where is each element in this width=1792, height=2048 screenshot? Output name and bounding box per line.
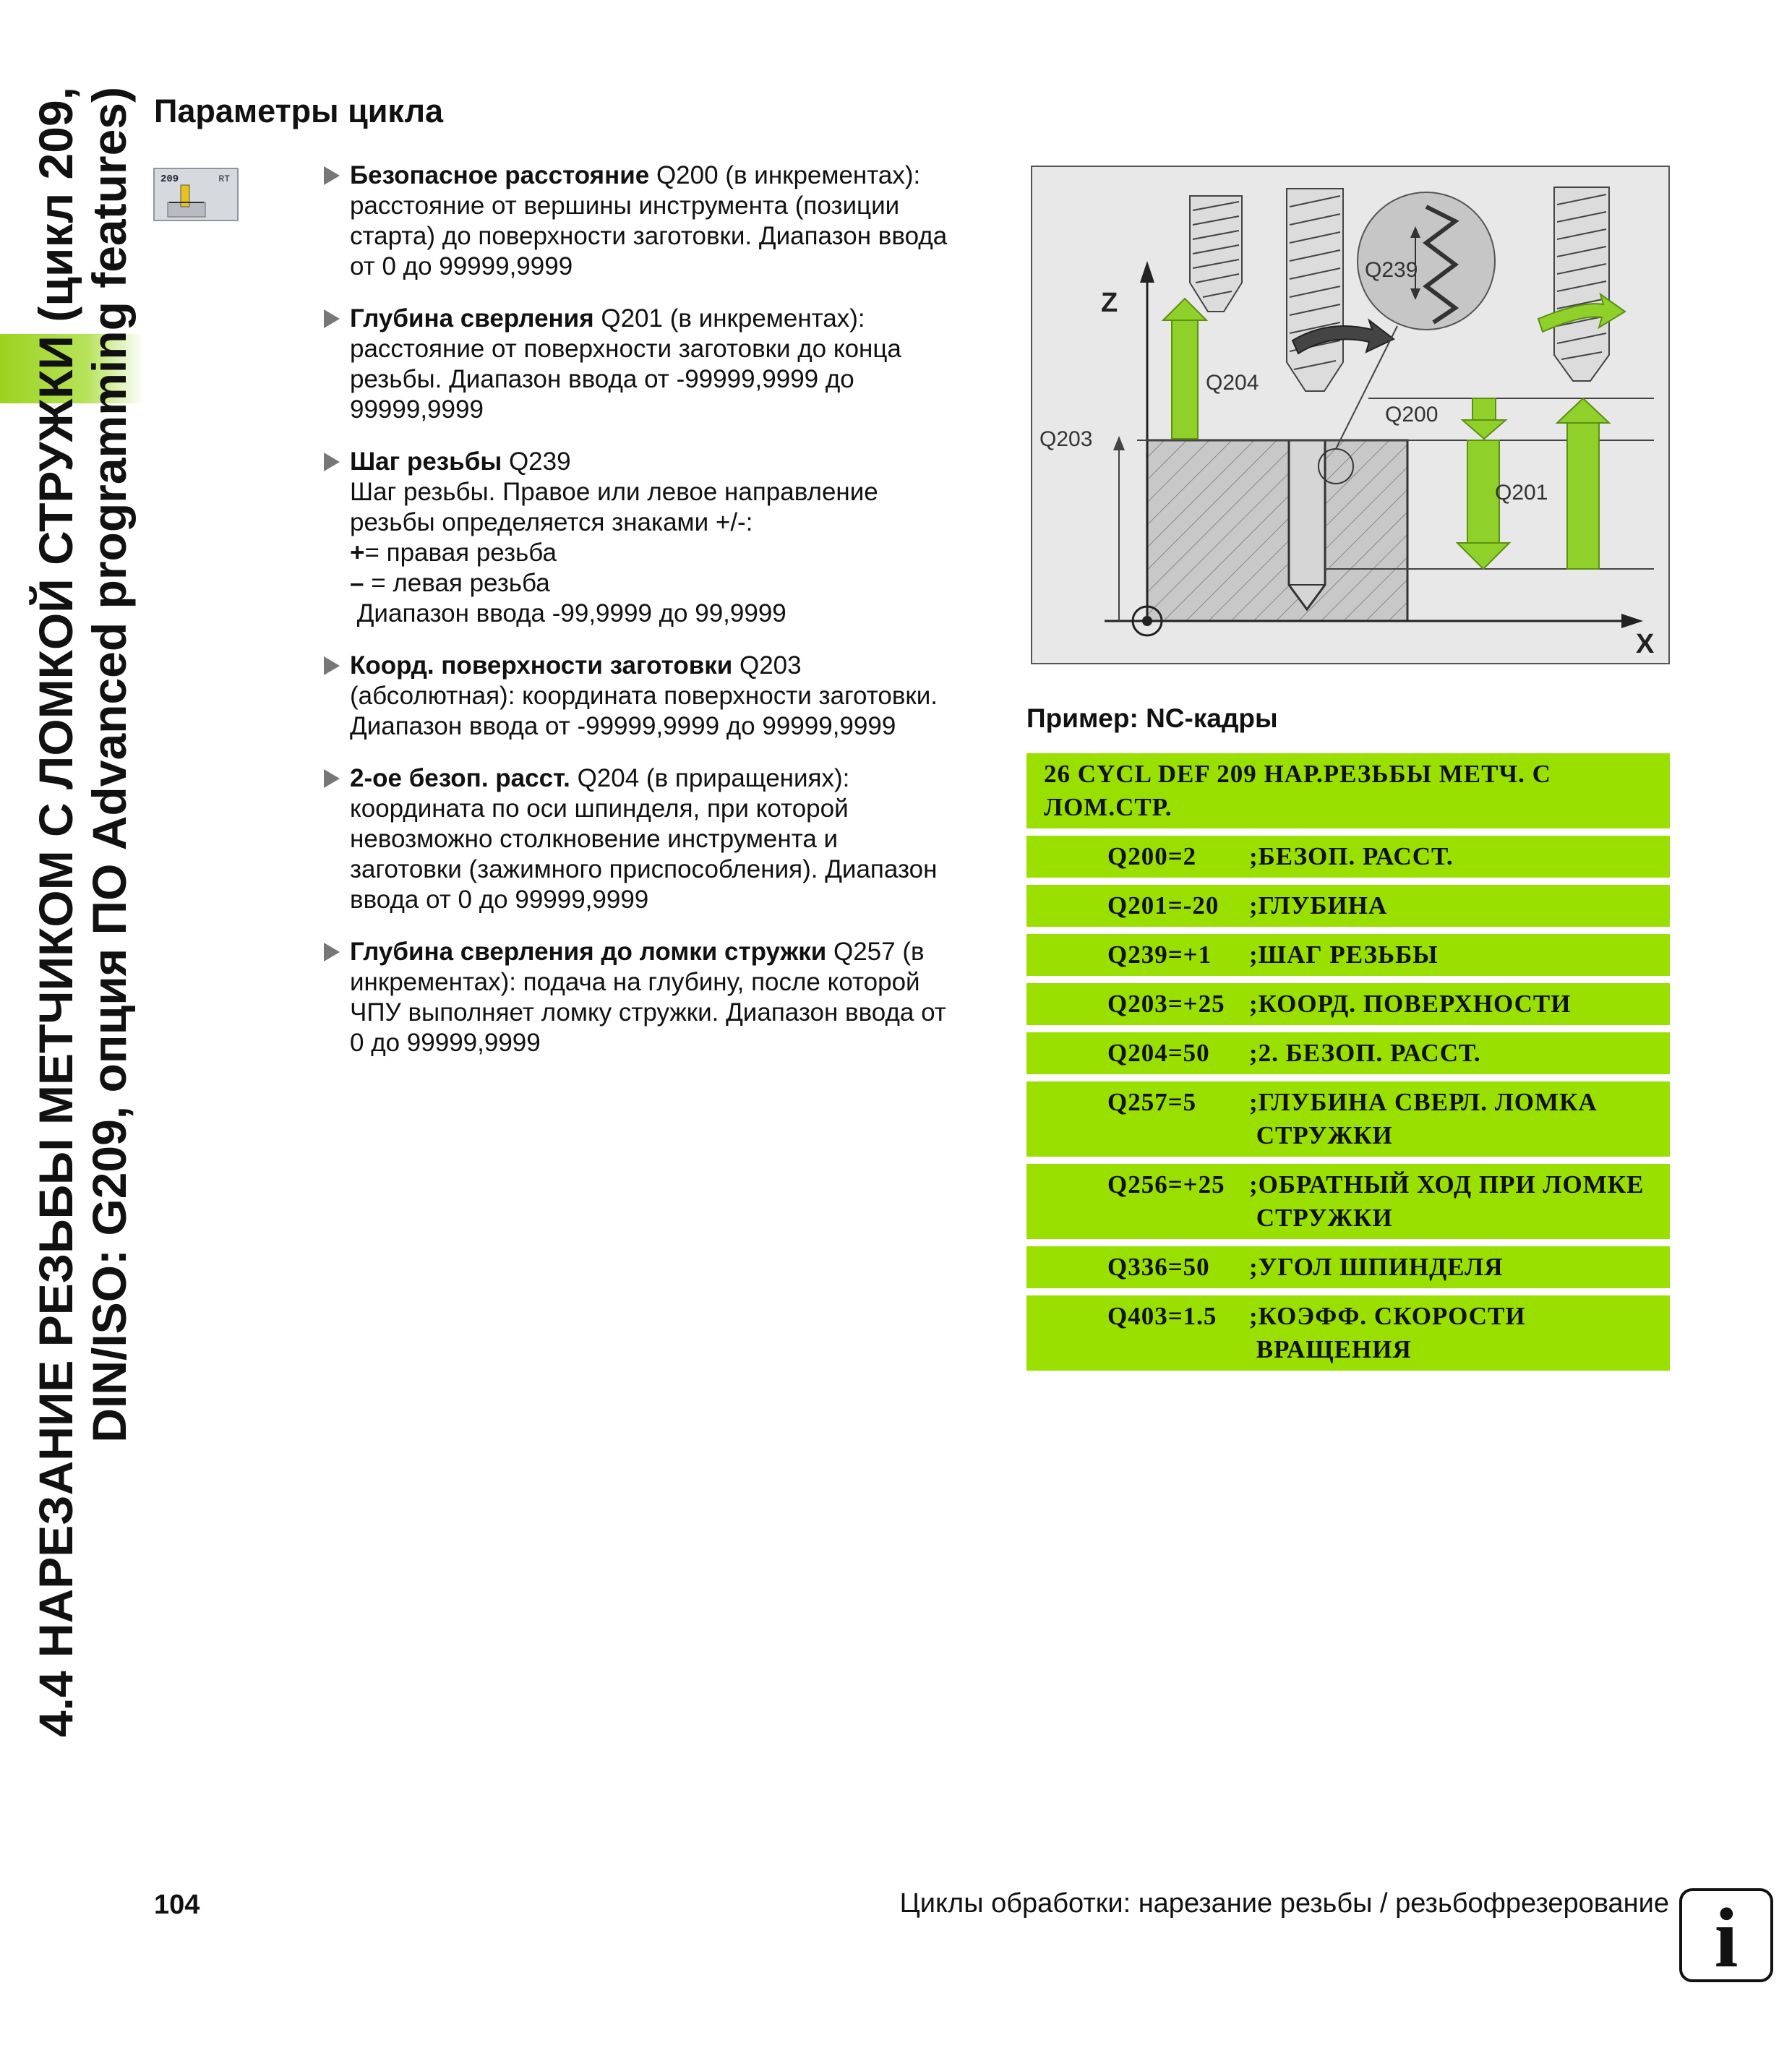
- bullet-triangle-icon: [324, 656, 340, 675]
- nc-comment: ;ОБРАТНЫЙ ХОД ПРИ ЛОМКЕ: [1249, 1170, 1645, 1199]
- param-text: Шаг резьбы. Правое или левое направление: [350, 478, 878, 506]
- tap-left: [1190, 196, 1242, 312]
- x-axis-label: X: [1636, 629, 1655, 659]
- chapter-tab-highlight: [0, 334, 145, 403]
- nc-code: Q200=2: [1107, 842, 1197, 870]
- label-q200: Q200: [1385, 403, 1439, 427]
- tapping-diagram-svg: [1032, 167, 1668, 663]
- arrow-q201: [1457, 440, 1509, 569]
- tapping-diagram: [1031, 166, 1670, 664]
- param-id: Q200 (в инкрементах):: [649, 161, 921, 189]
- cycle-icon-number: 209: [160, 173, 179, 185]
- nc-line: [1026, 983, 1670, 1025]
- nc-line: [1026, 1246, 1670, 1288]
- tapped-hole: [1289, 440, 1325, 609]
- nc-code: Q201=-20: [1107, 891, 1219, 920]
- param-id: Q239: [502, 447, 571, 476]
- section-heading: Параметры цикла: [154, 93, 444, 129]
- nc-code: Q239=+1: [1107, 941, 1212, 969]
- chapter-title-line1: 4.4 НАРЕЗАНИЕ РЕЗЬБЫ МЕТЧИКОМ С ЛОМКОЙ СТРУЖКИ (цикл 209,: [29, 87, 82, 1738]
- nc-code: Q204=50: [1107, 1039, 1210, 1067]
- param-id: Q203: [732, 651, 802, 680]
- nc-comment-cont: СТРУЖКИ: [1249, 1204, 1393, 1232]
- param-name: Коорд. поверхности заготовки: [350, 651, 733, 680]
- param-text: = левая резьба: [364, 569, 550, 597]
- param-name: Шаг резьбы: [350, 447, 502, 476]
- param-text: ЧПУ выполняет ломку стружки. Диапазон ввода от: [350, 998, 946, 1027]
- param-name: Глубина сверления: [350, 304, 594, 333]
- tap-middle: [1287, 189, 1343, 391]
- z-axis-label: Z: [1101, 288, 1118, 318]
- nc-line: [1026, 1164, 1670, 1239]
- nc-comment: ;КОЭФФ. СКОРОСТИ: [1249, 1302, 1526, 1330]
- param-text: координата по оси шпинделя, при которой: [350, 794, 849, 823]
- param-text: заготовки (зажимного приспособления). Диапазон: [350, 855, 938, 883]
- param-name: 2-ое безоп. расст.: [350, 764, 570, 792]
- nc-code: Q257=5: [1107, 1088, 1197, 1116]
- info-icon: [1679, 1888, 1773, 1982]
- label-q201: Q201: [1495, 481, 1548, 505]
- chapter-title-line2: DIN/ISO: G209, опция ПО Advanced programming features): [82, 87, 136, 1443]
- bullet-triangle-icon: [324, 309, 340, 328]
- cycle-icon-tag: RT: [218, 173, 230, 184]
- bullet-triangle-icon: [324, 769, 340, 788]
- tap-right: [1554, 187, 1609, 381]
- nc-line: [1026, 885, 1670, 927]
- param-text: старта) до поверхности заготовки. Диапазон ввода: [350, 222, 948, 250]
- label-q204: Q204: [1206, 371, 1259, 395]
- bullet-triangle-icon: [324, 453, 340, 471]
- nc-line: [1026, 1032, 1670, 1074]
- bullet-triangle-icon: [324, 943, 340, 961]
- nc-comment: ;ШАГ РЕЗЬБЫ: [1249, 941, 1439, 969]
- nc-code: Q403=1.5: [1107, 1302, 1217, 1330]
- param-id: Q204 (в приращениях):: [570, 764, 850, 792]
- param-id: Q257 (в: [826, 938, 925, 966]
- arrow-retract: [1557, 398, 1609, 569]
- param-q200: [324, 160, 989, 282]
- nc-comment: ;УГОЛ ШПИНДЕЛЯ: [1249, 1253, 1504, 1281]
- param-text: невозможно столкновение инструмента и: [350, 825, 839, 853]
- parameter-list: [324, 160, 989, 1080]
- nc-line-text: 26 CYCL DEF 209 НАР.РЕЗЬБЫ МЕТЧ. С: [1044, 760, 1551, 788]
- param-name: Безопасное расстояние: [350, 161, 650, 189]
- param-text: расстояние от поверхности заготовки до конца: [350, 335, 901, 363]
- nc-line: [1026, 1081, 1670, 1157]
- param-text: ввода от 0 до 99999,9999: [350, 886, 649, 914]
- param-q203: [324, 651, 989, 742]
- nc-comment: ;БЕЗОП. РАССТ.: [1249, 842, 1454, 870]
- nc-line: [1026, 836, 1670, 878]
- footer-title: Циклы обработки: нарезание резьбы / резьбофрезерование: [899, 1888, 1669, 1919]
- param-text: расстояние от вершины инструмента (позиции: [350, 192, 900, 220]
- arrow-q204: [1163, 299, 1206, 439]
- param-text: 0 до 99999,9999: [350, 1029, 541, 1057]
- page-number: 104: [154, 1890, 200, 1920]
- tap-tool-icon: [155, 169, 240, 223]
- param-text: инкрементах): подача на глубину, после которой: [350, 968, 920, 996]
- param-q204: [324, 763, 989, 915]
- param-text: резьбы. Диапазон ввода от -99999,9999 до: [350, 365, 854, 393]
- nc-comment-cont: СТРУЖКИ: [1249, 1121, 1393, 1149]
- label-q203: Q203: [1039, 427, 1093, 451]
- param-q239: [324, 447, 989, 629]
- minus-sign: –: [350, 569, 364, 597]
- arrow-q200: [1462, 398, 1506, 439]
- nc-code: Q336=50: [1107, 1253, 1210, 1281]
- nc-comment: ;2. БЕЗОП. РАССТ.: [1249, 1039, 1481, 1067]
- param-text: = правая резьба: [364, 539, 557, 567]
- workpiece: [1147, 440, 1407, 621]
- param-name: Глубина сверления до ломки стружки: [350, 938, 827, 966]
- param-q257: [324, 937, 989, 1058]
- nc-comment: ;ГЛУБИНА СВЕРЛ. ЛОМКА: [1249, 1088, 1598, 1116]
- example-title: Пример: NC-кадры: [1026, 703, 1278, 733]
- param-q201: [324, 304, 989, 425]
- param-text: (абсолютная): координата поверхности заготовки.: [350, 682, 938, 710]
- nc-comment: ;КООРД. ПОВЕРХНОСТИ: [1249, 990, 1572, 1018]
- param-text: 99999,9999: [350, 395, 484, 424]
- nc-line: [1026, 934, 1670, 976]
- param-range: Диапазон ввода -99,9999 до 99,9999: [350, 599, 786, 627]
- bullet-triangle-icon: [324, 166, 340, 185]
- param-text: от 0 до 99999,9999: [350, 252, 573, 280]
- plus-sign: +: [350, 539, 365, 567]
- nc-code: Q256=+25: [1107, 1170, 1225, 1199]
- nc-code: Q203=+25: [1107, 990, 1225, 1018]
- nc-comment: ;ГЛУБИНА: [1249, 891, 1388, 920]
- nc-line-text: ЛОМ.СТР.: [1044, 793, 1172, 821]
- param-text: Диапазон ввода от -99999,9999 до 99999,9999: [350, 712, 896, 740]
- cycle-209-icon: [153, 168, 239, 221]
- info-i-glyph: [1682, 1891, 1770, 1979]
- param-id: Q201 (в инкрементах):: [593, 304, 865, 333]
- nc-program-block: [1026, 753, 1670, 1378]
- svg-text:i: i: [1714, 1891, 1739, 1979]
- label-q239: Q239: [1365, 258, 1418, 282]
- nc-line-cycl-def: [1026, 753, 1670, 828]
- nc-line: [1026, 1295, 1670, 1371]
- param-text: резьбы определяется знаками +/-:: [350, 508, 753, 536]
- nc-comment-cont: ВРАЩЕНИЯ: [1249, 1335, 1412, 1363]
